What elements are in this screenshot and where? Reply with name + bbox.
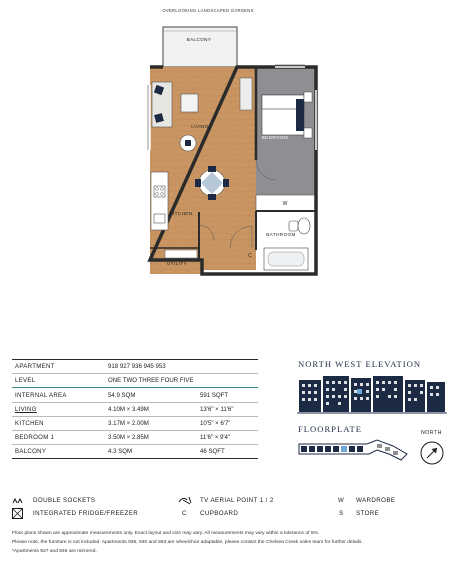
double-sockets-icon [12, 497, 23, 505]
floorplate-title: FLOORPLATE [298, 424, 362, 434]
floorplate-highlight [341, 446, 347, 452]
table-row-bedroom [12, 431, 258, 444]
apartment-highlight [357, 389, 362, 394]
row-label: APARTMENT [15, 363, 55, 370]
table-row-internal-area [12, 389, 258, 402]
table-rule [12, 458, 258, 459]
room-label-living: LIVING [191, 124, 209, 129]
row-metric: 54.9 SQM [108, 392, 136, 399]
row-imperial: 591 SQFT [200, 392, 229, 399]
footnote-mirrored: *Apartments 927 and 945 are mirrored. [12, 549, 97, 554]
room-label-kitchen: KITCHEN [169, 211, 193, 216]
row-metric: 3.17M × 2.00M [108, 420, 149, 427]
table-row-living [12, 403, 258, 416]
row-label: INTERNAL AREA [15, 392, 67, 399]
row-label: LEVEL [15, 377, 36, 384]
footnote-furniture: Please note, the furniture is not included. Apartments 936, 945 and 953 are wheelchair adaptable, please contact the Chelsea Creek sales team for further details. [12, 540, 363, 545]
table-row-apartment [12, 360, 258, 373]
row-imperial: 13'6" × 11'6" [200, 406, 234, 413]
cupboard-mark: C [248, 253, 252, 259]
table-row-balcony [12, 445, 258, 458]
legend-wardrobe: WARDROBE [356, 497, 396, 504]
room-label-bedroom: BEDROOM [261, 135, 289, 140]
room-label-utility: UTILITY [167, 261, 187, 266]
legend-cupboard-key: C [182, 510, 187, 517]
north-label: NORTH [421, 430, 442, 436]
row-metric: 3.50M × 2.85M [108, 434, 149, 441]
elevation-drawing [297, 372, 447, 414]
row-label: BALCONY [15, 448, 47, 455]
legend-store: STORE [356, 510, 380, 517]
row-metric: ONE TWO THREE FOUR FIVE [108, 377, 194, 384]
wardrobe-mark: W [282, 201, 288, 207]
row-metric: 4.3 SQM [108, 448, 133, 455]
legend-cupboard: CUPBOARD [200, 510, 239, 517]
caption-top: OVERLOOKING LANDSCAPED GARDENS [162, 8, 254, 13]
row-label: KITCHEN [15, 420, 44, 427]
legend-tv: TV AERIAL POINT 1 / 2 [200, 497, 274, 504]
row-imperial: 10'5" × 6'7" [200, 420, 231, 427]
legend-sockets: DOUBLE SOCKETS [33, 497, 96, 504]
row-metric: 918 927 936 945 953 [108, 363, 166, 370]
room-label-balcony: BALCONY [186, 37, 212, 42]
fridge-freezer-icon [12, 508, 23, 519]
legend-fridge: INTEGRATED FRIDGE/FREEZER [33, 510, 139, 517]
room-label-bathroom: BATHROOM [266, 232, 296, 237]
elevation-title: NORTH WEST ELEVATION [298, 359, 422, 369]
row-metric: 4.10M × 3.49M [108, 406, 149, 413]
footnote-measurements: Floor plans shown are approximate measurements only. Exact layout and size may vary. All measurements may vary within a tolerance of 5%. [12, 531, 320, 536]
floorplate-drawing [297, 436, 415, 466]
specification-table [12, 359, 258, 459]
legend-store-key: S [339, 510, 344, 517]
legend-wardrobe-key: W [338, 497, 345, 504]
row-imperial: 46 SQFT [200, 448, 225, 455]
table-row-kitchen [12, 417, 258, 430]
north-compass-icon [419, 440, 445, 466]
table-rule [12, 387, 258, 388]
row-imperial: 11'6" × 9'4" [200, 434, 231, 441]
tv-aerial-icon [178, 495, 192, 505]
table-row-level [12, 374, 258, 387]
row-label: LIVING [15, 406, 37, 413]
row-label: BEDROOM 1 [15, 434, 55, 441]
